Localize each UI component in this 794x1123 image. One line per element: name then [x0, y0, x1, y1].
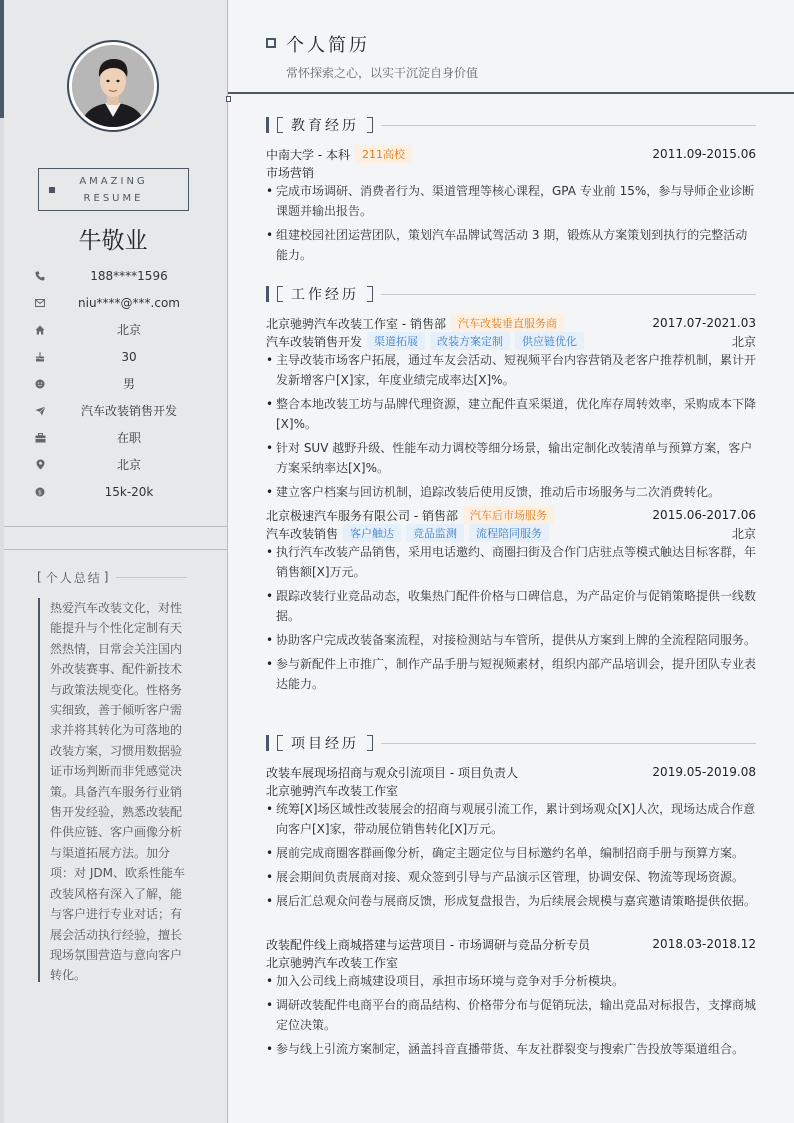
home-icon: [34, 324, 46, 336]
major-text: 市场营销: [266, 165, 315, 180]
list-item: • 整合本地改装工坊与品牌代理资源，建立配件直采渠道，优化库存周转效率，采购成本下降[X]%。: [266, 394, 756, 434]
status-text: 在职: [116, 431, 141, 445]
info-phone: [34, 262, 212, 289]
project-date: 2018.03-2018.12: [652, 937, 756, 951]
project-entry-2: [266, 935, 756, 1063]
banner-line-2: RESUME: [83, 193, 144, 204]
work-entry-1: [266, 314, 756, 506]
section-bar: [266, 286, 269, 302]
info-email: [34, 289, 212, 316]
summary-bracket-right: ]: [103, 570, 111, 584]
header-rule: [228, 92, 794, 94]
section-bracket-right: [367, 286, 373, 302]
email-icon: [34, 297, 46, 309]
company-name: 北京驰骋汽车改装工作室 - 销售部: [266, 316, 446, 331]
company-name: 北京极速汽车服务有限公司 - 销售部: [266, 508, 458, 523]
project-org-row: [266, 953, 756, 971]
smile-icon: [34, 378, 46, 390]
project-org: 北京驰骋汽车改装工作室: [266, 955, 399, 970]
education-bullets: [266, 181, 756, 265]
info-age: [34, 343, 212, 370]
phone-text: 188****1596: [90, 268, 168, 283]
role-text: 汽车改装销售: [266, 526, 339, 541]
sidebar-divider-top: [4, 526, 228, 527]
email-text: niu****@***.com: [78, 295, 180, 310]
home-city-text: 北京: [116, 323, 141, 337]
list-item: • 展后汇总观众问卷与展商反馈，形成复盘报告，为后续展会规模与嘉宾邀请策略提供依据。: [266, 891, 756, 911]
send-icon: [34, 405, 46, 417]
briefcase-icon: [34, 432, 46, 444]
list-item: • 展会期间负责展商对接、观众签到引导与产品演示区管理，协调安保、物流等现场资源。: [266, 867, 756, 887]
info-home: [34, 316, 212, 343]
list-item: • 完成市场调研、消费者行为、渠道管理等核心课程，GPA 专业前 15%，参与导师企业诊断课题并输出报告。: [266, 181, 756, 221]
work-header-row: [266, 506, 756, 524]
section-bar: [266, 117, 269, 133]
avatar-photo: [72, 45, 154, 127]
project-org-row: [266, 781, 756, 799]
section-title-work: [266, 285, 756, 303]
section-rule: [381, 294, 756, 295]
section-rule: [381, 743, 756, 744]
info-status: [34, 424, 212, 451]
banner-line-1: AMAZING: [79, 176, 148, 187]
list-item: • 主导改装市场客户拓展，通过车友会活动、短视频平台内容营销及老客户推荐机制，累计开发新增客户[X]家，年度业绩完成率达[X]%。: [266, 350, 756, 390]
section-label: 教育经历: [291, 118, 359, 134]
project-name: 改装配件线上商城搭建与运营项目 - 市场调研与竞品分析专员: [266, 937, 590, 952]
work-header-row: [266, 314, 756, 332]
major-row: [266, 163, 756, 181]
project-bullets: [266, 971, 756, 1059]
list-item: • 参与线上引流方案制定，涵盖抖音直播带货、车友社群裂变与搜索广告投放等渠道组合。: [266, 1039, 756, 1059]
education-entry: [266, 145, 756, 269]
project-header-row: [266, 935, 756, 953]
section-label: 工作经历: [291, 287, 359, 303]
education-date: 2011.09-2015.06: [652, 147, 756, 161]
location-icon: [34, 459, 46, 471]
skill-tag: 改装方案定制: [430, 332, 510, 350]
summary-title-label: 个人总结: [45, 570, 102, 585]
money-icon: [34, 486, 46, 498]
skill-tag: 客户触达: [343, 524, 401, 542]
list-item: • 统筹[X]场区域性改装展会的招商与观展引流工作，累计到场观众[X]人次，现场达成合作意向客户[X]家，带动展位销售转化[X]万元。: [266, 799, 756, 839]
banner-square-icon: [49, 187, 55, 193]
list-item: • 展前完成商圈客群画像分析，确定主题定位与目标邀约名单，编制招商手册与预算方案。: [266, 843, 756, 863]
education-header-row: [266, 145, 756, 163]
project-entry-1: [266, 763, 756, 915]
sidebar-divider-bottom: [4, 549, 228, 550]
skill-tag: 供应链优化: [515, 332, 584, 350]
list-item: • 跟踪改装行业竞品动态，收集热门配件价格与口碑信息，为产品定价与促销策略提供一线数据。: [266, 586, 756, 626]
work-bullets: [266, 350, 756, 502]
company-tag: 汽车后市场服务: [463, 506, 554, 524]
work-entry-2: [266, 506, 756, 698]
resume-banner: [38, 168, 189, 211]
age-text: 30: [121, 349, 137, 364]
phone-icon: [34, 270, 46, 282]
list-item: • 调研改装配件电商平台的商品结构、价格带分布与促销玩法，输出竞品对标报告，支撑商城定位决策。: [266, 995, 756, 1035]
project-org: 北京驰骋汽车改装工作室: [266, 783, 399, 798]
svg-text:$: $: [37, 487, 43, 496]
section-title-projects: [266, 734, 756, 752]
skill-tag: 渠道拓展: [367, 332, 425, 350]
project-date: 2019.05-2019.08: [652, 765, 756, 779]
page-title: 个人简历: [286, 35, 370, 56]
list-item: • 执行汽车改装产品销售，采用电话邀约、商圈扫街及合作门店驻点等模式触达目标客群，年销售额[X]万元。: [266, 542, 756, 582]
gender-text: 男: [122, 377, 135, 391]
section-rule: [381, 125, 756, 126]
project-bullets: [266, 799, 756, 911]
section-bracket-right: [367, 117, 373, 133]
school-tag: 211高校: [355, 145, 412, 163]
summary-title: [37, 568, 187, 586]
project-name: 改装车展现场招商与观众引流项目 - 项目负责人: [266, 765, 518, 780]
target-role-text: 汽车改装销售开发: [80, 404, 177, 418]
info-target-role: [34, 397, 212, 424]
section-title-education: [266, 116, 756, 134]
page-subtitle: 常怀探索之心，以实干沉淀自身价值: [286, 66, 479, 80]
info-gender: [34, 370, 212, 397]
summary-bracket-left: [: [37, 570, 44, 584]
contact-info-list: [34, 262, 212, 505]
header-rule-tick: [226, 96, 231, 102]
company-tag: 汽车改装垂直服务商: [451, 314, 564, 332]
section-bracket-right: [367, 735, 373, 751]
list-item: • 加入公司线上商城建设项目，承担市场环境与竞争对手分析模块。: [266, 971, 756, 991]
location-text: 北京: [116, 458, 141, 472]
school-name: 中南大学 - 本科: [266, 147, 350, 162]
work-city: 北京: [731, 334, 756, 349]
work-city: 北京: [731, 526, 756, 541]
role-row: [266, 332, 756, 350]
work-date: 2017.07-2021.03: [652, 316, 756, 330]
section-label: 项目经历: [291, 736, 359, 752]
skill-tag: 竞品监测: [406, 524, 464, 542]
main-content: [228, 0, 794, 1123]
list-item: • 组建校园社团运营团队，策划汽车品牌试驾活动 3 期，锻炼从方案策划到执行的完整活动能力。: [266, 225, 756, 265]
list-item: • 建立客户档案与回访机制，追踪改装后使用反馈，推动后市场服务与二次消费转化。: [266, 482, 756, 502]
info-location: [34, 451, 212, 478]
summary-text: 热爱汽车改装文化，对性能提升与个性化定制有天然热情，日常会关注国内外改装赛事、配件新技术与政策法规变化。性格务实细致，善于倾听客户需求并将其转化为可落地的改装方案，习惯用数据验证市场判断而非凭感觉决策。具备汽车服务行业销售开发经验，熟悉改装配件供应链、客户画像分析与渠道拓展方法。加分项：对 JDM、欧系性能车改装风格有深入了解，能与客户进行专业对话；有展会活动执行经验，擅长现场氛围营造与意向客户转化。: [38, 598, 190, 982]
salary-text: 15k-20k: [104, 484, 154, 499]
info-salary: [34, 478, 212, 505]
cake-icon: [34, 351, 46, 363]
role-row: [266, 524, 756, 542]
sidebar: [4, 0, 228, 1123]
avatar: [67, 40, 159, 132]
list-item: • 协助客户完成改装备案流程，对接检测站与车管所，提供从方案到上牌的全流程陪同服务。: [266, 630, 756, 650]
work-date: 2015.06-2017.06: [652, 508, 756, 522]
list-item: • 参与新配件上市推广，制作产品手册与短视频素材，组织内部产品培训会，提升团队专业表达能力。: [266, 654, 756, 694]
section-bar: [266, 735, 269, 751]
skill-tag: 流程陪同服务: [469, 524, 549, 542]
summary-title-rule: [116, 577, 187, 578]
work-bullets: [266, 542, 756, 694]
header-square-icon: [266, 38, 276, 48]
candidate-name: 牛敬业: [78, 228, 148, 254]
project-header-row: [266, 763, 756, 781]
role-text: 汽车改装销售开发: [266, 334, 363, 349]
list-item: • 针对 SUV 越野升级、性能车动力调校等细分场景，输出定制化改装清单与预算方案，客户方案采纳率达[X]%。: [266, 438, 756, 478]
